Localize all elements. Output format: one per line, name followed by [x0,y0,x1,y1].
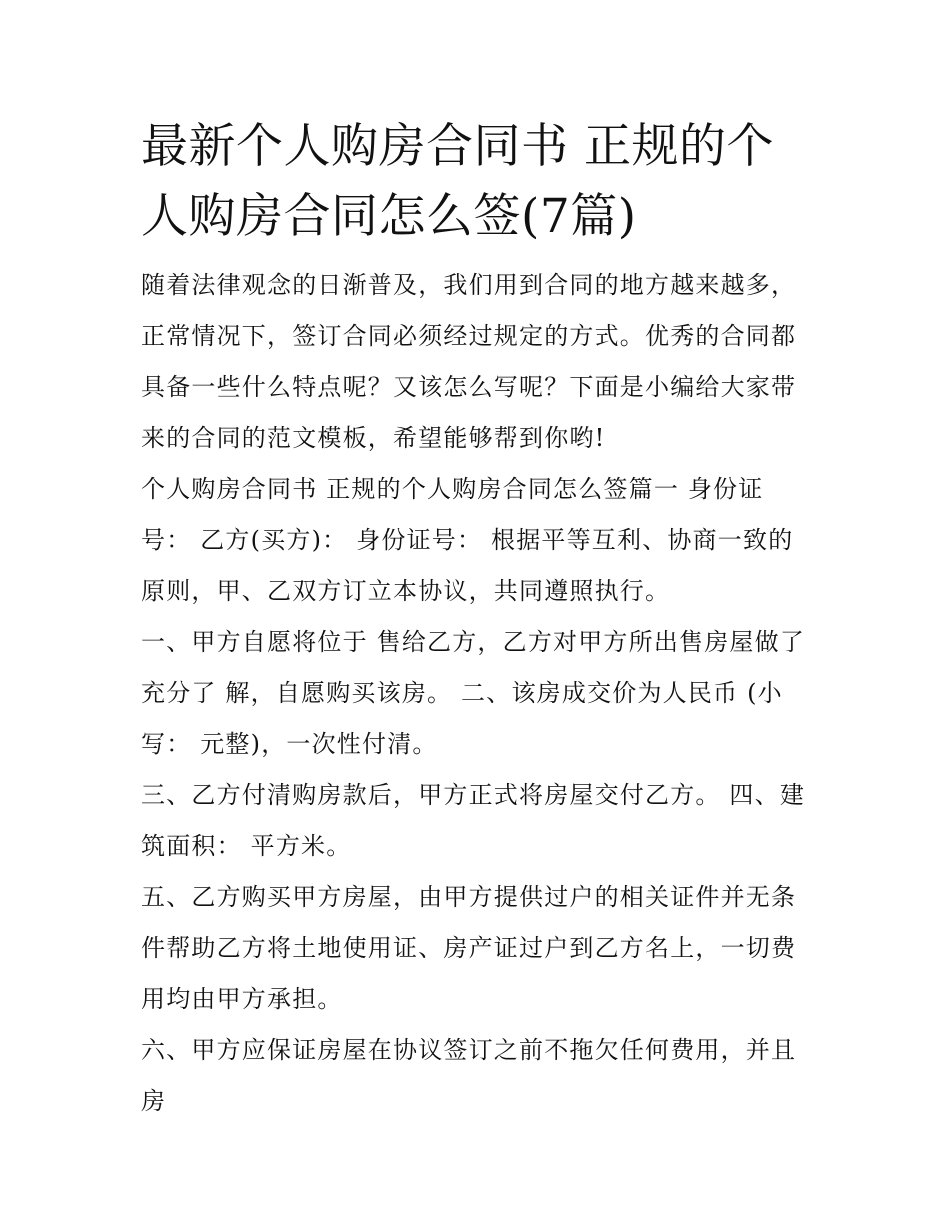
document-title: 最新个人购房合同书 正规的个人购房合同怎么签(7篇) [141,119,774,244]
clause-five-paragraph: 五、乙方购买甲方房屋，由甲方提供过户的相关证件并无条件帮助乙方将土地使用证、房产证过户到乙方名上，一切费用均由甲方承担。 [141,883,797,1013]
document-body [141,112,813,1127]
clause-six-paragraph: 六、甲方应保证房屋在协议签订之前不拖欠任何费用，并且房 [141,1036,797,1115]
intro-paragraph: 随着法律观念的日渐普及，我们用到合同的地方越来越多，正常情况下，签订合同必须经过规定的方式。优秀的合同都具备一些什么特点呢？又该怎么写呢？下面是小编给大家带来的合同的范文模板，希望能够帮到你哟! [141,271,797,452]
clause-three-four-paragraph: 三、乙方付清购房款后，甲方正式将房屋交付乙方。 四、建筑面积： 平方米。 [141,781,806,860]
clause-one-two-paragraph: 一、甲方自愿将位于 售给乙方，乙方对甲方所出售房屋做了充分了 解，自愿购买该房。 二、该房成交价为人民币 (小写： 元整)，一次性付清。 [141,628,806,758]
contract-heading-paragraph: 个人购房合同书 正规的个人购房合同怎么签篇一 身份证号： 乙方(买方)： 身份证号： 根据平等互利、协商一致的原则，甲、乙双方订立本协议，共同遵照执行。 [141,475,794,605]
